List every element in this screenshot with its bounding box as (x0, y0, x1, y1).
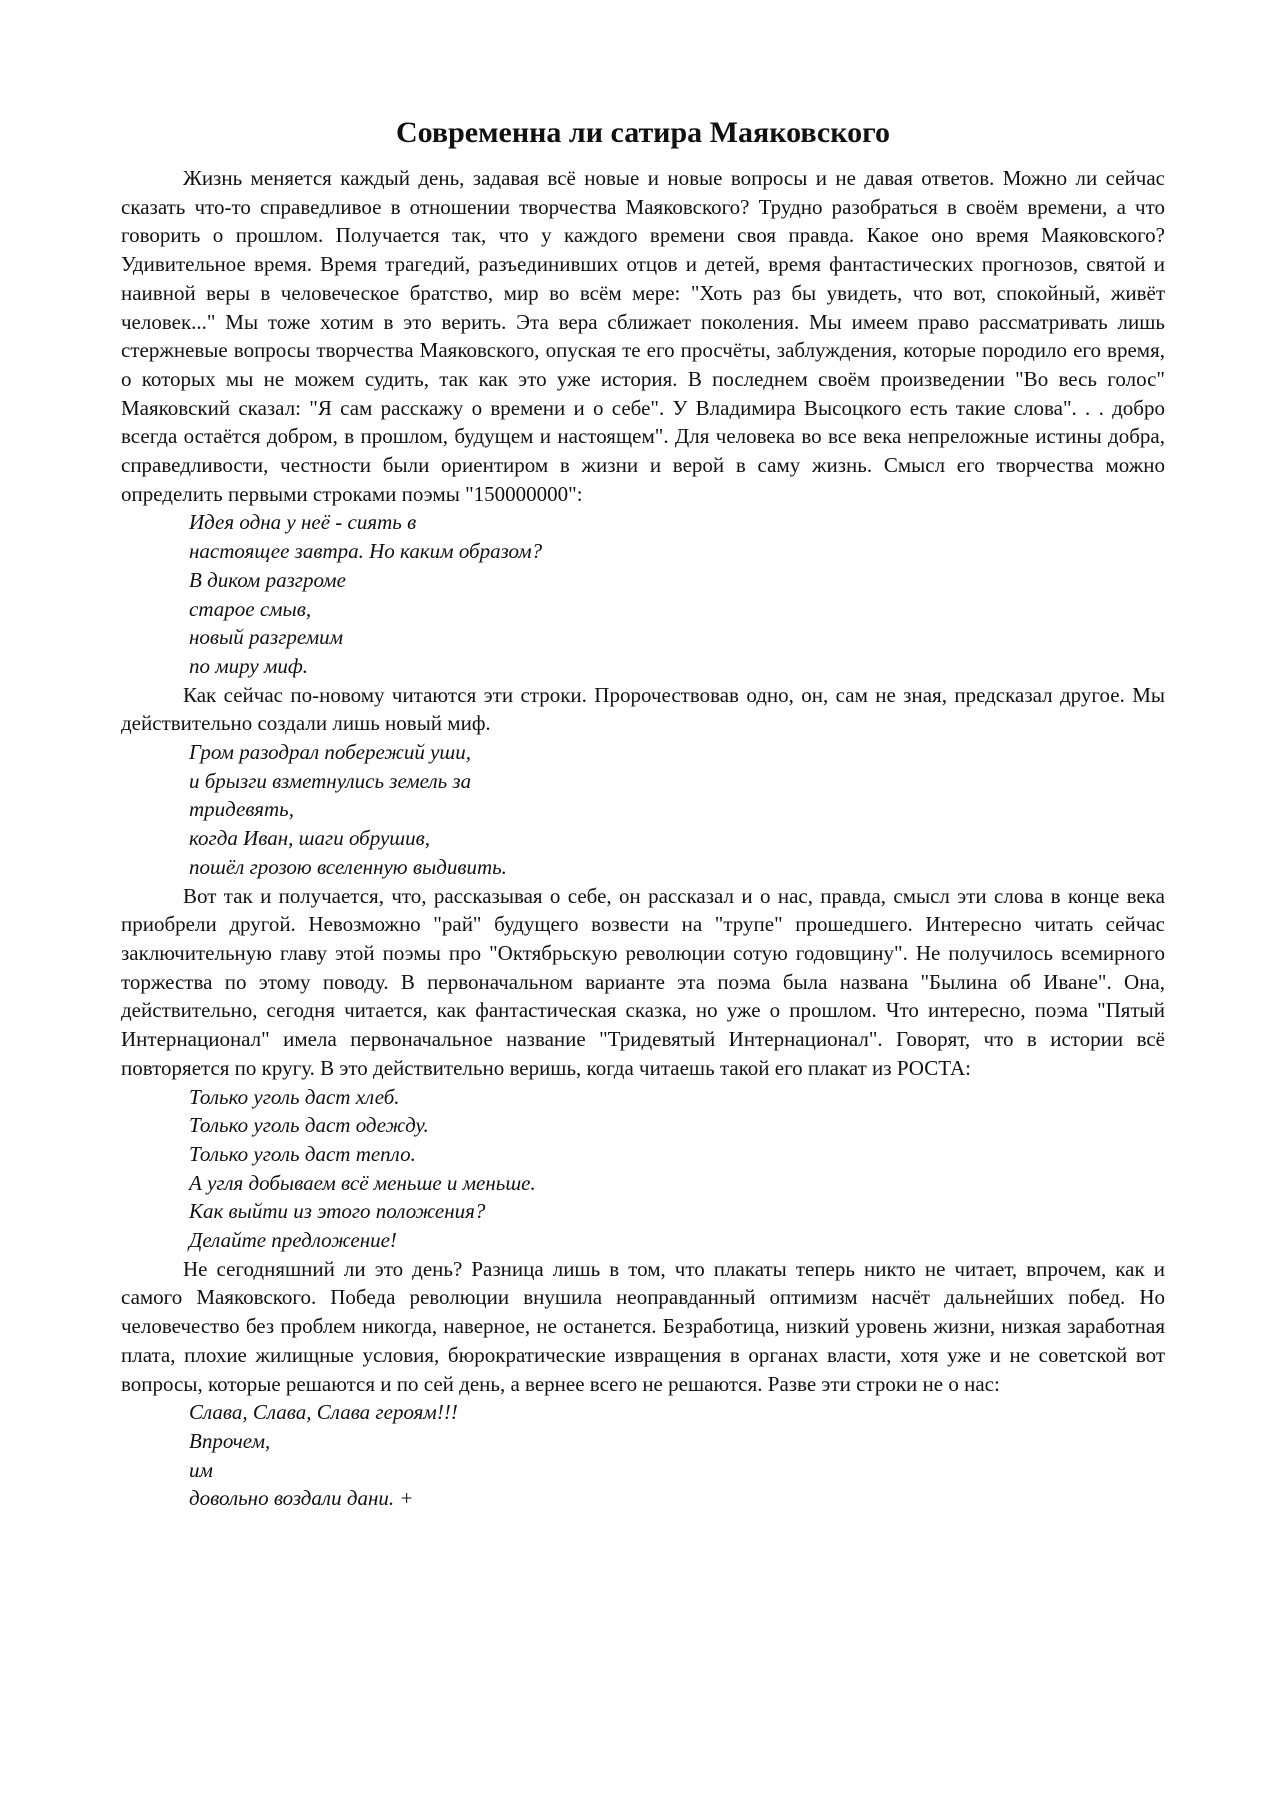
verse-line: Гром разодрал побережий уши, (189, 740, 471, 765)
document-body (121, 164, 1165, 1513)
verse-line: Впрочем, (189, 1428, 271, 1453)
verse-line: А угля добываем всё меньше и меньше. (189, 1170, 536, 1195)
verse-line: Только уголь даст хлеб. (189, 1084, 400, 1109)
verse-line: настоящее завтра. Но каким образом? (189, 539, 543, 564)
verse-quote (121, 1083, 1165, 1255)
paragraph: Вот так и получается, что, рассказывая о себе, он рассказал и о нас, правда, смысл эти слова в конце века приобрели другой. Невозможно "рай" будущего возвести на "трупе" прошедшего. Интересно читать сейчас заключительную главу этой поэмы про "Октябрьскую революции сотую годовщину". Не получилось всемирного торжества по этому поводу. В первоначальном варианте эта поэма была названа "Былина об Иване". Она, действительно, сегодня читается, как фантастическая сказка, но уже о прошлом. Что интересно, поэма "Пятый Интернационал" имела первоначальное название "Тридевятый Интернационал". Говорят, что в истории всё повторяется по кругу. В это действительно веришь, когда читаешь такой его плакат из РОСТА: (121, 883, 1165, 1080)
verse-line: Идея одна у неё - сиять в (189, 510, 417, 535)
verse-line: старое смыв, (189, 596, 312, 621)
verse-line: Слава, Слава, Слава героям!!! (189, 1400, 458, 1425)
verse-line: довольно воздали дани. + (189, 1486, 414, 1511)
document-title: Современна ли сатира Маяковского (395, 116, 890, 149)
verse-line: тридевять, (189, 797, 294, 822)
verse-line: и брызги взметнулись земель за (189, 768, 472, 793)
verse-line: Только уголь даст тепло. (189, 1141, 416, 1166)
verse-quote (121, 1398, 1165, 1513)
verse-line: новый разгремим (189, 625, 343, 650)
verse-quote (121, 738, 1165, 882)
verse-line: по миру миф. (189, 653, 309, 678)
paragraph: Жизнь меняется каждый день, задавая всё новые и новые вопросы и не давая ответов. Можно ли сейчас сказать что-то справедливое в отношении творчества Маяковского? Трудно разобраться в своём времени, а что говорить о прошлом. Получается так, что у каждого времени своя правда. Какое оно время Маяковского? Удивительное время. Время трагедий, разъединивших отцов и детей, время фантастических прогнозов, святой и наивной веры в человеческое братство, мир во всём мере: "Хоть раз бы увидеть, что вот, спокойный, живёт человек..." Мы тоже хотим в это верить. Эта вера сближает поколения. Мы имеем право рассматривать лишь стержневые вопросы творчества Маяковского, опуская те его просчёты, заблуждения, которые породило его время, о которых мы не можем судить, так как это уже история. В последнем своём произведении "Во весь голос" Маяковский сказал: "Я сам расскажу о времени и о себе". У Владимира Высоцкого есть такие слова". . . добро всегда остаётся добром, в прошлом, будущем и настоящем". Для человека во все века непреложные истины добра, справедливости, честности были ориентиром в жизни и верой в саму жизнь. Смысл его творчества можно определить первыми строками поэмы "150000000": (121, 166, 1165, 506)
verse-line: Делайте предложение! (189, 1228, 397, 1253)
verse-line: Как выйти из этого положения? (189, 1199, 486, 1224)
verse-line: им (189, 1457, 213, 1482)
verse-line: Только уголь даст одежду. (189, 1113, 429, 1138)
paragraph: Как сейчас по-новому читаются эти строки. Пророчествовав одно, он, сам не зная, предсказал другое. Мы действительно создали лишь новый миф. (121, 682, 1165, 736)
verse-line: пошёл грозою вселенную выдивить. (189, 854, 507, 879)
verse-line: когда Иван, шаги обрушив, (189, 826, 430, 851)
verse-line: В диком разгроме (189, 567, 346, 592)
document-page (121, 114, 1165, 1513)
verse-quote (121, 508, 1165, 680)
paragraph: Не сегодняшний ли это день? Разница лишь в том, что плакаты теперь никто не читает, впрочем, как и самого Маяковского. Победа революции внушила неоправданный оптимизм насчёт дальнейших побед. Но человечество без проблем никогда, наверное, не останется. Безработица, низкий уровень жизни, низкая заработная плата, плохие жилищные условия, бюрократические извращения в органах власти, хотя уже и не советской вот вопросы, которые решаются и по сей день, а вернее всего не решаются. Разве эти строки не о нас: (121, 1256, 1165, 1396)
